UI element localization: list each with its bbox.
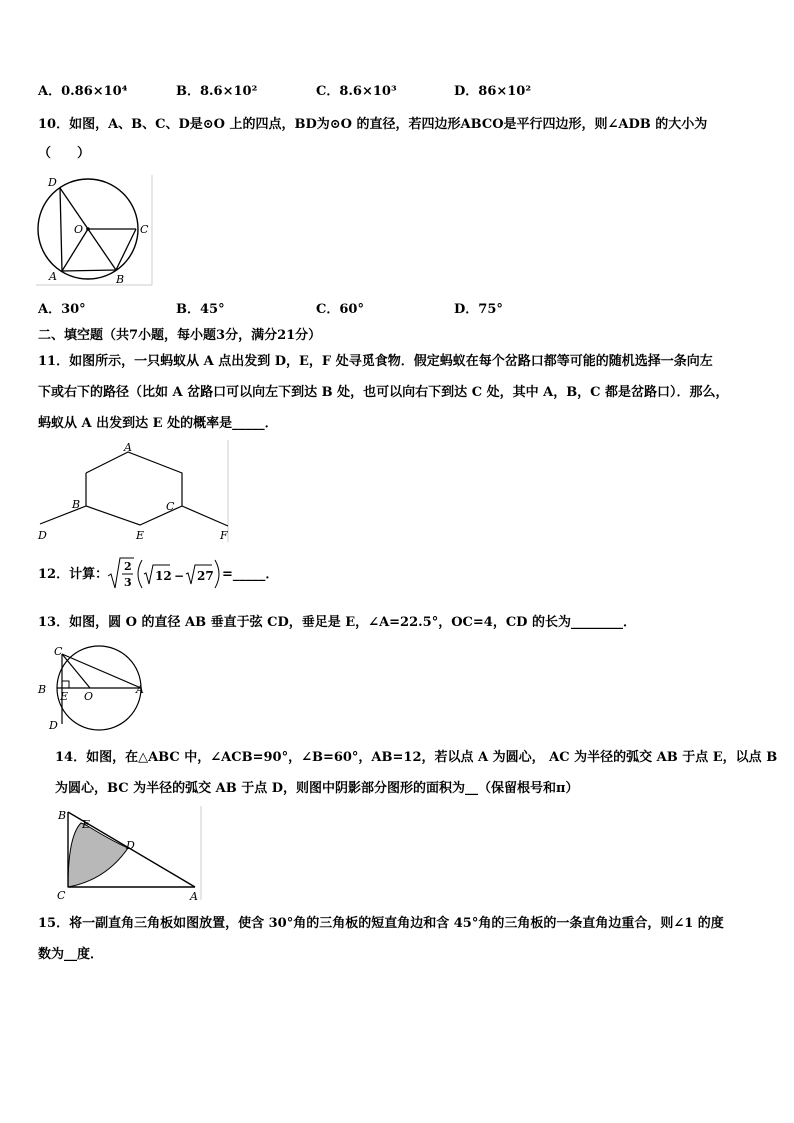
q12-radicand-2: 27 [197, 569, 214, 583]
q12-fraction-denominator: 3 [124, 576, 132, 589]
q10-paren: （ ） [38, 146, 91, 161]
q14-label-c: C [57, 889, 66, 902]
q9-option-d: D．86×10² [454, 84, 532, 99]
q15-line-2: 数为__度． [38, 947, 104, 962]
q11-label-f: F [220, 529, 228, 542]
q15-line-1: 15．将一副直角三角板如图放置，使含 30°角的三角板的短直角边和含 45°角的三角板的一条直角边重合，则∠1 的度 [38, 916, 724, 931]
q11-label-d: D [38, 529, 47, 542]
q10-label-c: C [140, 223, 149, 236]
q13-label-d: D [49, 719, 58, 731]
q10-label-b: B [116, 273, 125, 286]
q14-line-1: 14．如图，在△ABC 中，∠ACB=90°，∠B=60°，AB=12，若以点 A 为圆心， AC 为半径的弧交 AB 于点 E，以点 B [55, 750, 778, 765]
q12-prefix: 12．计算： [38, 567, 109, 582]
q11-label-c: C [166, 500, 175, 513]
q11-line-3: 蚂蚁从 A 出发到达 E 处的概率是_____． [38, 416, 278, 431]
q13-label-o: O [84, 690, 94, 703]
q13-label-c: C [54, 645, 63, 658]
q12-suffix: =_____． [222, 567, 279, 582]
q14-label-e: E [82, 818, 91, 831]
q10-label-a: A [49, 270, 57, 283]
q14-label-d: D [126, 839, 135, 852]
q11-label-e: E [136, 529, 145, 542]
q12-fraction-numerator: 2 [124, 560, 132, 573]
q10-stem: 10．如图，A、B、C、D是⊙O 上的四点，BD为⊙O 的直径，若四边形ABCO是平行四边形，则∠ADB 的大小为 [38, 117, 708, 132]
q10-circle-figure [36, 175, 154, 287]
q9-option-c: C．8.6×10³ [316, 84, 397, 99]
q10-option-c: C．60° [316, 302, 364, 317]
q9-option-a: A．0.86×10⁴ [38, 84, 128, 99]
q13-circle-figure [36, 645, 148, 731]
q13-label-b: B [38, 683, 47, 696]
q10-option-d: D．75° [454, 302, 503, 317]
q10-option-a: A．30° [38, 302, 86, 317]
q11-line-2: 下或右下的路径（比如 A 岔路口可以向左下到达 B 处，也可以向右下到达 C 处，其中 A，B，C 都是岔路口）．那么， [38, 385, 729, 400]
q13-label-e: E [60, 690, 69, 703]
q14-label-b: B [58, 809, 67, 822]
q14-label-a: A [190, 890, 198, 902]
q11-path-figure [36, 440, 236, 544]
q10-option-b: B．45° [176, 302, 225, 317]
q12-minus: − [174, 569, 185, 583]
q9-option-b: B．8.6×10² [176, 84, 258, 99]
q10-label-o: O [74, 223, 84, 236]
q12-radicand-1: 12 [155, 569, 172, 583]
q11-label-a: A [124, 441, 132, 454]
q13-stem: 13．如图，圆 O 的直径 AB 垂直于弦 CD，垂足是 E，∠A=22.5°，OC=4，CD 的长为________． [38, 615, 636, 630]
q14-line-2: 为圆心，BC 为半径的弧交 AB 于点 D，则图中阴影部分图形的面积为__（保留根号和π） [55, 781, 579, 796]
q11-line-1: 11．如图所示，一只蚂蚁从 A 点出发到 D，E，F 处寻觅食物．假定蚂蚁在每个岔路口都等可能的随机选择一条向左 [38, 354, 713, 369]
q10-label-d: D [48, 176, 57, 189]
q13-label-a: A [136, 683, 144, 696]
q14-triangle-figure [54, 806, 204, 902]
section-2-heading: 二、填空题（共7小题，每小题3分，满分21分） [38, 328, 322, 343]
q11-label-b: B [72, 498, 81, 511]
